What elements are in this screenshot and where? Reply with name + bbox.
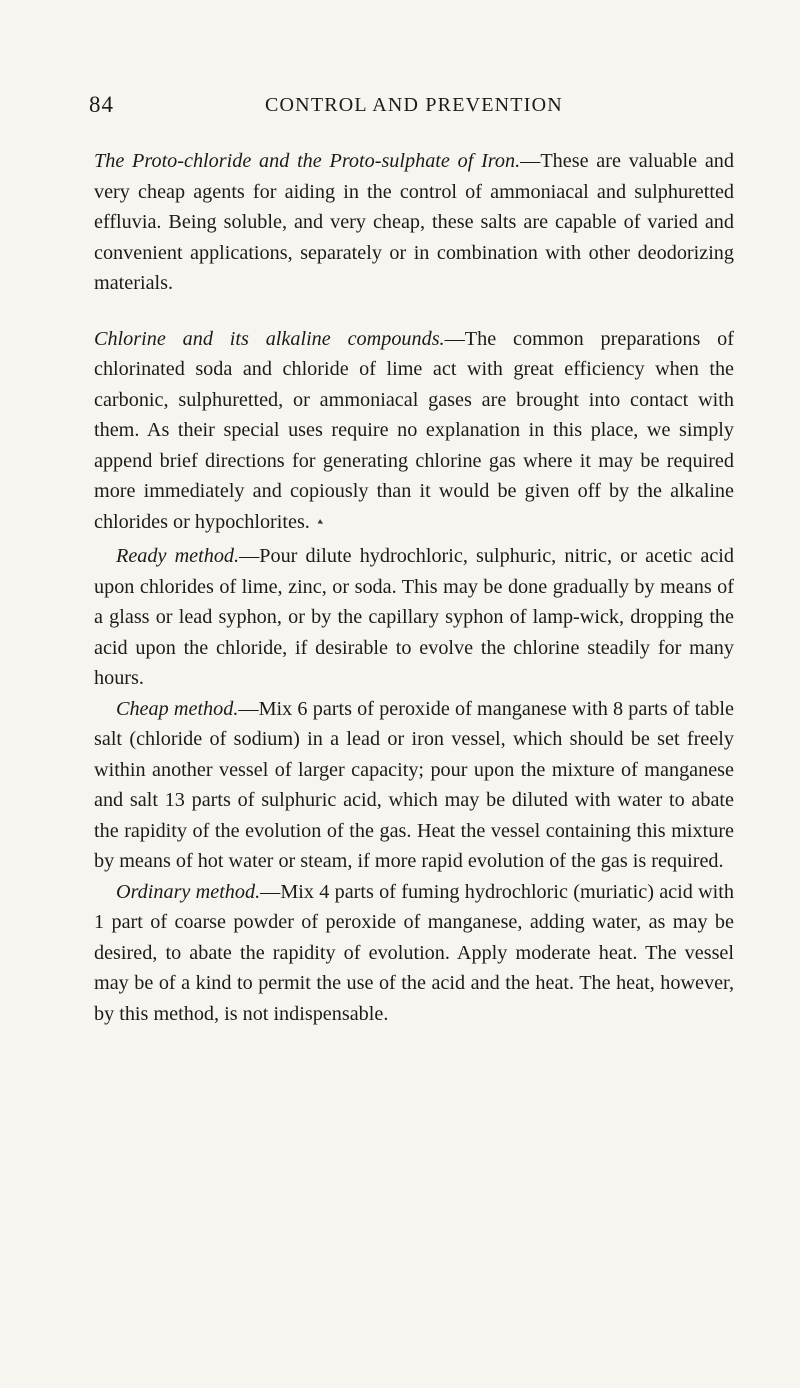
paragraph-iron-salts [94, 146, 734, 299]
stray-mark: ▸ [315, 516, 326, 529]
paragraph-text: —Mix 6 parts of peroxide of manganese with 8 parts of table salt (chloride of sodium) in a lead or iron vessel, which should be set freely within another vessel of larger capacity; pour upon the mixture of manganese and salt 13 parts of sulphuric acid, which may be diluted with water to abate the rapidity of the evolution of the gas. Heat the vessel containing this mixture by means of hot water or steam, if more rapid evolution of the gas is required. [94, 697, 734, 872]
paragraph-ready-method [94, 541, 734, 694]
paragraph-cheap-method [94, 694, 734, 877]
paragraph-lead: The Proto-chloride and the Proto-sulphate of Iron. [94, 150, 521, 172]
paragraph-ordinary-method [94, 877, 734, 1030]
paragraph-chlorine [94, 324, 734, 542]
paragraph-lead: Cheap method. [116, 697, 239, 720]
page-header [89, 92, 729, 124]
body-text [94, 146, 734, 1029]
page-number: 84 [89, 92, 114, 117]
paragraph-lead: Chlorine and its alkaline compounds. [94, 327, 445, 350]
paragraph-text: —Mix 4 parts of fuming hydrochloric (muriatic) acid with 1 part of coarse powder of peroxide of manganese, adding water, as may be desired, to abate the rapidity of evolution. Apply moderate heat. The vessel may be of a kind to permit the use of the acid and the heat. The heat, however, by this method, is not indispensable. [94, 880, 734, 1025]
paragraph-text: —The common preparations of chlorinated soda and chloride of lime act with great efficiency when the carbonic, sulphuretted, or ammoniacal gases are brought into contact with them. As their special uses require no explanation in this place, we simply append brief directions for generating chlorine gas where it may be required more immediately and copiously than it would be given off by the alkaline chlorides or hypochlorites. [94, 327, 734, 533]
running-head: CONTROL AND PREVENTION [265, 94, 563, 116]
paragraph-lead: Ready method. [116, 545, 240, 567]
paragraph-text: —These are valuable and very cheap agents for aiding in the control of ammoniacal and sulphuretted effluvia. Being soluble, and very cheap, these salts are capable of varied and convenient applications, separately or in combination with other deodorizing materials. [94, 150, 734, 294]
paragraph-text: —Pour dilute hydrochloric, sulphuric, nitric, or acetic acid upon chlorides of lime, zinc, or soda. This may be done gradually by means of a glass or lead syphon, or by the capillary syphon of lamp-wick, dropping the acid upon the chloride, if desirable to evolve the chlorine steadily for many hours. [94, 545, 734, 689]
paragraph-lead: Ordinary method. [116, 880, 261, 903]
